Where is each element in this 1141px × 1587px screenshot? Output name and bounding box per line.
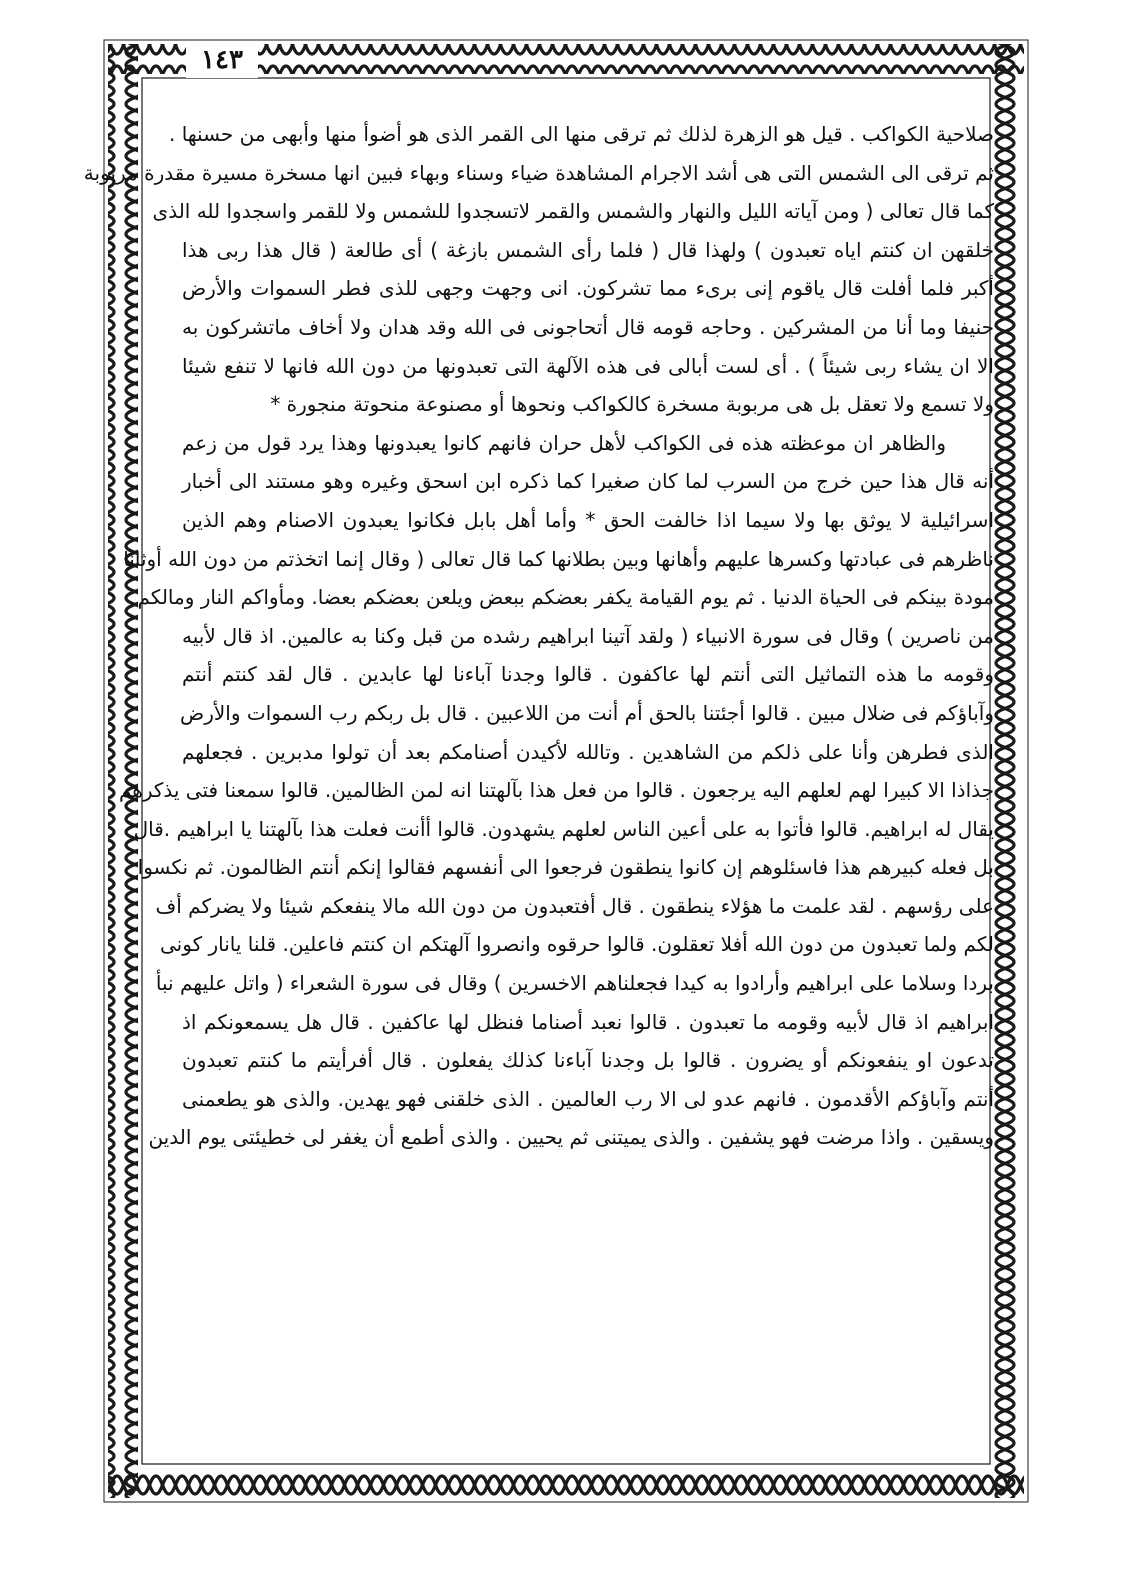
text-line: الذى فطرهن وأنا على ذلكم من الشاهدين . وتالله لأكيدن أصنامكم بعد أن تولوا مدبرين . فجعلهم — [182, 739, 994, 764]
text-line: ناظرهم فى عبادتها وكسرها عليهم وأهانها وبين بطلانها كما قال تعالى ( وقال إنما اتخذتم من دون الله أوثانا — [123, 546, 994, 571]
text-line: يقال له ابراهيم. قالوا فأتوا به على أعين الناس لعلهم يشهدون. قالوا أأنت فعلت هذا بآلهتنا يا ابراهيم .قال — [133, 816, 994, 841]
text-line: أكبر فلما أفلت قال ياقوم إنى برىء مما تشركون. انى وجهت وجهى للذى فطر السموات والأرض — [182, 276, 994, 301]
text-line: تدعون او ينفعونكم أو يضرون . قالوا بل وجدنا آباءنا كذلك يفعلون . قال أفرأيتم ما كنتم تعبدون — [182, 1048, 994, 1073]
text-line: أنتم وآباؤكم الأقدمون . فانهم عدو لى الا رب العالمين . الذى خلقنى فهو يهدين. والذى هو يطعمنى — [182, 1086, 994, 1111]
text-line: بردا وسلاما على ابراهيم وأرادوا به كيدا فجعلناهم الاخسرين ) وقال فى سورة الشعراء ( واتل عليهم نبأ — [155, 971, 994, 996]
text-line: على رؤسهم . لقد علمت ما هؤلاء ينطقون . قال أفتعبدون من دون الله مالا ينفعكم شيئا ولا يضركم أف — [155, 893, 994, 918]
page-number: ١٤٣ — [186, 42, 258, 78]
text-line: حنيفا وما أنا من المشركين . وحاجه قومه قال أتحاجونى فى الله وقد هدان ولا أخاف ماتشركون به — [182, 314, 994, 339]
text-line: اسرائيلية لا يوثق بها ولا سيما اذا خالفت الحق * وأما أهل بابل فكانوا يعبدون الاصنام وهم الذين — [182, 507, 994, 532]
text-line: خلقهن ان كنتم اياه تعبدون ) ولهذا قال ( فلما رأى الشمس بازغة ) أى طالعة ( قال هذا ربى هذا — [182, 237, 994, 262]
text-line: ويسقين . واذا مرضت فهو يشفين . والذى يميتنى ثم يحيين . والذى أطمع أن يغفر لى خطيئتى يوم الدين — [148, 1125, 994, 1150]
text-line: لكم ولما تعبدون من دون الله أفلا تعقلون. قالوا حرقوه وانصروا آلهتكم ان كنتم فاعلين. قلنا يانار كونى — [160, 932, 994, 957]
text-line: من ناصرين ) وقال فى سورة الانبياء ( ولقد آتينا ابراهيم رشده من قبل وكنا به عالمين. اذ قال لأبيه — [182, 623, 994, 648]
text-line: مودة بينكم فى الحياة الدنيا . ثم يوم القيامة يكفر بعضكم ببعض ويلعن بعضكم بعضا. ومأواكم النار ومالكم — [137, 585, 994, 610]
text-line: بل فعله كبيرهم هذا فاسئلوهم إن كانوا ينطقون فرجعوا الى أنفسهم فقالوا إنكم أنتم الظالمون. ثم نكسوا — [137, 855, 994, 880]
paragraph-start-line: والظاهر ان موعظته هذه فى الكواكب لأهل حران فانهم كانوا يعبدونها وهذا يرد قول من زعم — [182, 430, 946, 455]
text-line: صلاحية الكواكب . قيل هو الزهرة لذلك ثم ترقى منها الى القمر الذى هو أضوأ منها وأبهى من حسنها . — [169, 122, 994, 146]
text-line: ابراهيم اذ قال لأبيه وقومه ما تعبدون . قالوا نعبد أصناما فنظل لها عاكفين . قال هل يسمعونكم اذ — [182, 1009, 994, 1034]
text-line: أنه قال هذا حين خرج من السرب لما كان صغيرا كما ذكره ابن اسحق وغيره وهو مستند الى أخبار — [182, 469, 994, 494]
text-line: ولا تسمع ولا تعقل بل هى مربوبة مسخرة كالكواكب ونحوها أو مصنوعة منحوتة منجورة * — [270, 392, 994, 417]
text-line: كما قال تعالى ( ومن آياته الليل والنهار والشمس والقمر لاتسجدوا للشمس ولا للقمر واسجدوا لله الذى — [152, 199, 994, 224]
text-line: ثم ترقى الى الشمس التى هى أشد الاجرام المشاهدة ضياء وسناء وبهاء فبين انها مسخرة مسيرة مقدرة مربوبة — [83, 160, 994, 185]
text-line: وآباؤكم فى ضلال مبين . قالوا أجئتنا بالحق أم أنت من اللاعبين . قال بل ربكم رب السموات والأرض — [180, 700, 994, 725]
text-line: وقومه ما هذه التماثيل التى أنتم لها عاكفون . قالوا وجدنا آباءنا لها عابدين . قال لقد كنتم أنتم — [182, 662, 994, 687]
main-text — [83, 115, 994, 1157]
text-line: الا ان يشاء ربى شيئاً ) . أى لست أبالى فى هذه الآلهة التى تعبدونها من دون الله فانها لا تنفع شيئا — [182, 353, 994, 378]
text-line: جذاذا الا كبيرا لهم لعلهم اليه يرجعون . قالوا من فعل هذا بآلهتنا انه لمن الظالمين. قالوا سمعنا فتى يذكرهم — [118, 778, 994, 803]
